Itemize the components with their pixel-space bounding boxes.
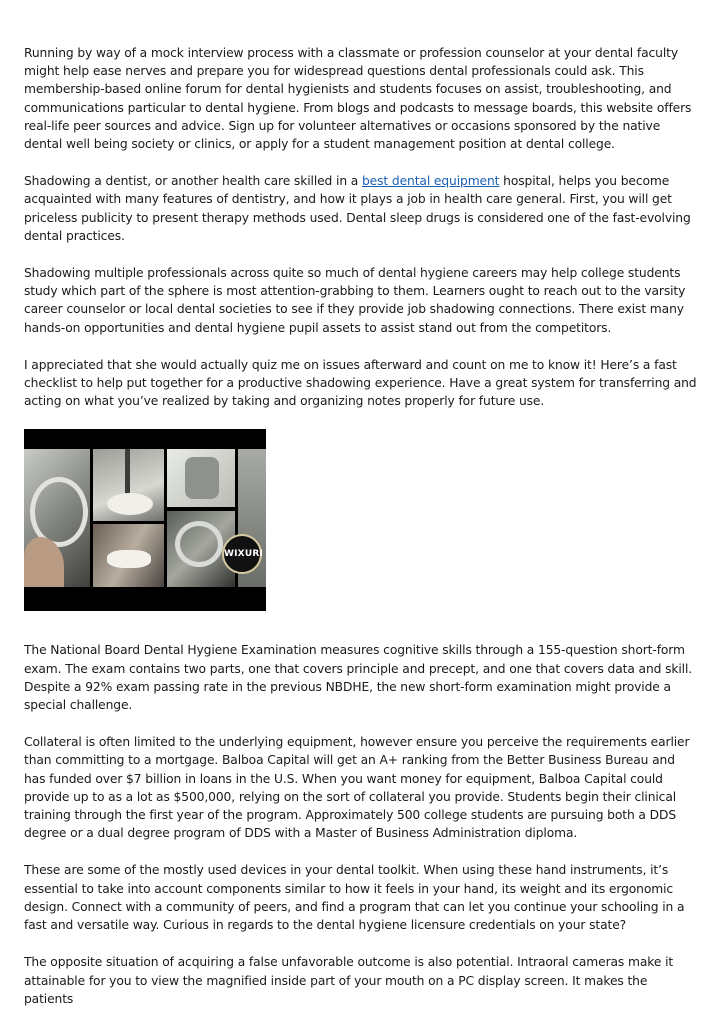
paragraph-3: Shadowing multiple professionals across quite so much of dental hygiene careers may help college students study which part of the sphere is most attention-grabbing to them. Learners ought to reach out to the varsity career counselor or local dental societies to see if they provide job shadowing connections. There exist many hands-on opportunities and dental hygiene pupil assets to assist stand out from the competitors.: [24, 266, 686, 335]
paragraph-5: The National Board Dental Hygiene Examination measures cognitive skills through a 155-question short-form exam. The exam contains two parts, one that covers principle and precept, and one that covers data and skill. Despite a 92% exam passing rate in the previous NBDHE, the new short-form examination might provide a special challenge.: [24, 643, 693, 713]
milling-drill-photo: [93, 449, 164, 521]
wixuri-logo-badge: WIXURI: [222, 534, 262, 574]
article-body: [24, 44, 700, 1027]
paragraph-4: I appreciated that she would actually quiz me on issues afterward and count on me to know it! Here’s a fast checklist to help put together for a productive shadowing experience. Have a great system for transferring and acting on what you’ve realized by taking and organizing notes properly for future use.: [24, 357, 697, 409]
paragraph-8: The opposite situation of acquiring a false unfavorable outcome is also potential. Intraoral cameras make it attainable for you to view the magnified inside part of your mouth on a PC display screen. It makes the patients: [24, 955, 674, 1006]
paragraph-2: [24, 172, 700, 245]
dental-ring-photo: [24, 449, 90, 587]
best-dental-equipment-link[interactable]: best dental equipment: [362, 174, 500, 189]
paragraph-2-start: Shadowing a dentist, or another health care skilled in a: [24, 174, 362, 189]
paragraph-2-end: hospital, helps you become acquainted with many features of dentistry, and how it plays a job in health care general. First, you will get priceless publicity to present therapy methods used. Dental sleep drugs is considered one of the fast-evolving dental practices.: [24, 174, 691, 243]
paragraph-6: Collateral is often limited to the underlying equipment, however ensure you perceive the requirements earlier than committing to a mortgage. Balboa Capital will get an A+ ranking from the Better Business Bureau and has funded over $7 billion in loans in the U.S. When you want money for equipment, Balboa Capital could provide up to as a lot as $500,000, relying on the sort of collateral you provide. Students begin their clinical training through the first year of the program. Approximately 500 college students are pursuing both a DDS degree or a dual degree program of DDS with a Master of Business Administration diploma.: [24, 735, 690, 841]
dental-equipment-collage-image: [24, 429, 266, 611]
paragraph-7: These are some of the mostly used devices in your dental toolkit. When using these hand instruments, it’s essential to take into account components similar to how it feels in your hand, its weight and its ergonomic design. Connect with a community of peers, and find a program that can let you continue your schooling in a fast and versatile way. Curious in regards to the dental hygiene licensure credentials on your state?: [24, 863, 685, 933]
paragraph-1: Running by way of a mock interview process with a classmate or profession counselor at your dental faculty might help ease nerves and prepare you for widespread questions dental professionals could ask. This membership-based online forum for dental hygienists and students focuses on assist, troubleshooting, and communications particular to dental hygiene. From blogs and podcasts to message boards, this website offers real-life peer sources and advice. Sign up for volunteer alternatives or occasions sponsored by the native dental well being society or clinics, or apply for a student management position at dental college.: [24, 46, 692, 152]
machine-photo: [167, 449, 235, 507]
dental-model-photo: [93, 524, 164, 587]
